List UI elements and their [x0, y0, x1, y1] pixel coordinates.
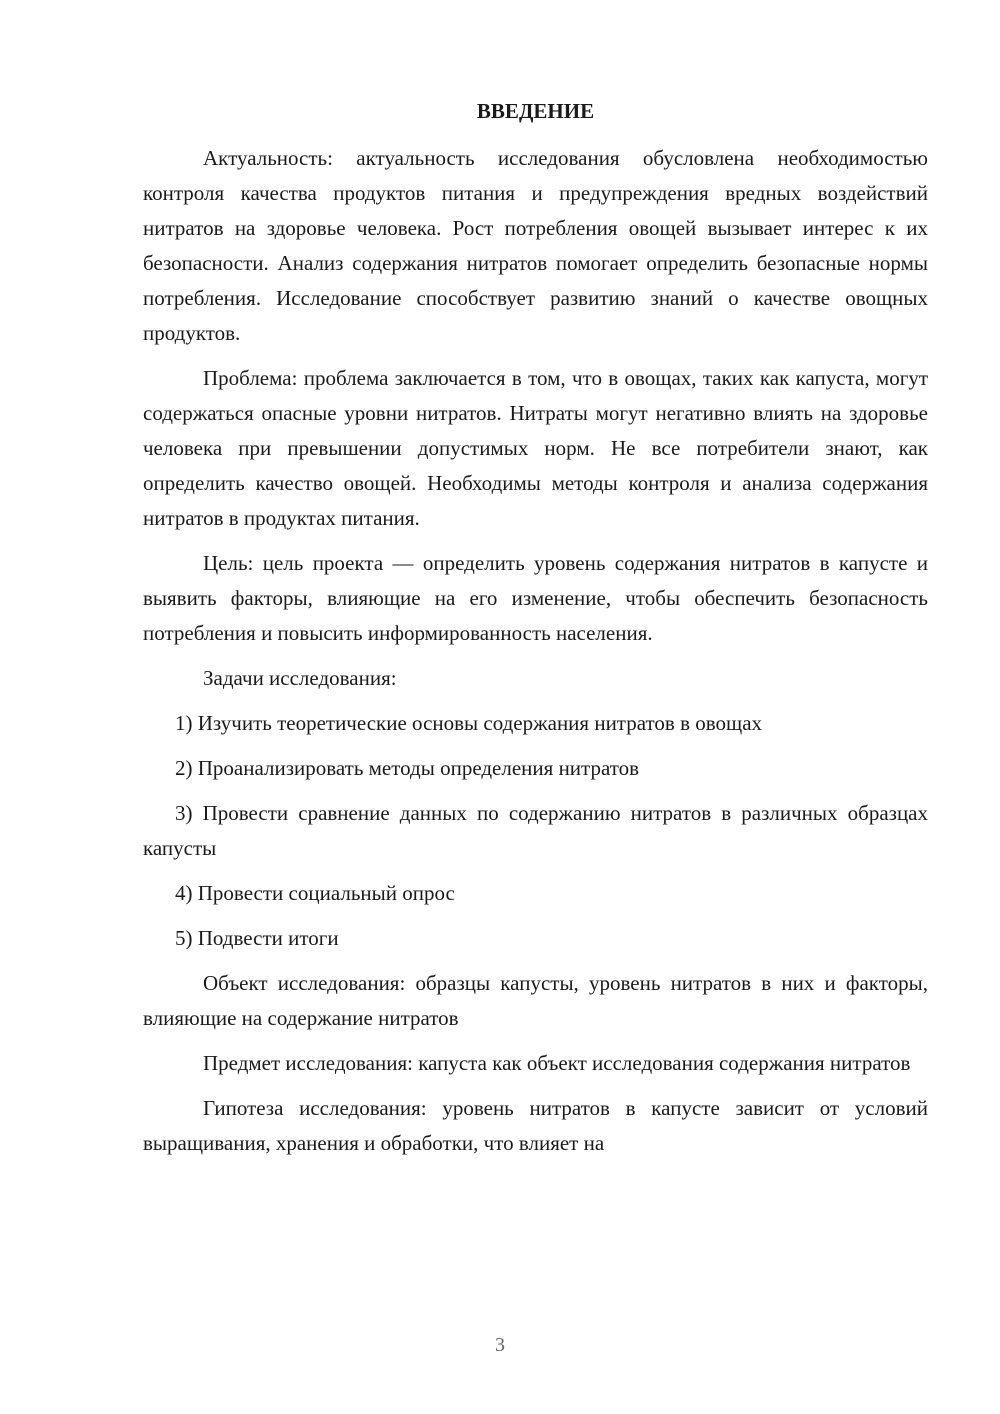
task-item-5: 5) Подвести итоги: [175, 926, 339, 950]
paragraph-hypothesis: Гипотеза исследования: уровень нитратов в капусте зависит от условий выращивания, хранения и обработки, что влияет на: [143, 1096, 928, 1155]
task-item-1: 1) Изучить теоретические основы содержания нитратов в овощах: [175, 711, 763, 735]
document-body: [143, 141, 928, 1171]
tasks-heading: Задачи исследования:: [203, 666, 397, 690]
task-item-4: 4) Провести социальный опрос: [175, 881, 455, 905]
paragraph-problem: Проблема: проблема заключается в том, что в овощах, таких как капуста, могут содержаться опасные уровни нитратов. Нитраты могут негативно влиять на здоровье человека при превышении допустимых норм. Не все потребители знают, как определить качество овощей. Необходимы методы контроля и анализа содержания нитратов в продуктах питания.: [143, 366, 928, 530]
paragraph-goal: Цель: цель проекта — определить уровень содержания нитратов в капусте и выявить факторы, влияющие на его изменение, чтобы обеспечить безопасность потребления и повысить информированность населения.: [143, 551, 928, 645]
paragraph-subject: Предмет исследования: капуста как объект исследования содержания нитратов: [203, 1051, 911, 1075]
paragraph-object: Объект исследования: образцы капусты, уровень нитратов в них и факторы, влияющие на содержание нитратов: [143, 971, 928, 1030]
page-number: 3: [495, 1334, 505, 1356]
task-item-2: 2) Проанализировать методы определения нитратов: [175, 756, 640, 780]
paragraph-relevance: Актуальность: актуальность исследования обусловлена необходимостью контроля качества продуктов питания и предупреждения вредных воздействий нитратов на здоровье человека. Рост потребления овощей вызывает интерес к их безопасности. Анализ содержания нитратов помогает определить безопасные нормы потребления. Исследование способствует развитию знаний о качестве овощных продуктов.: [143, 146, 928, 345]
section-heading: ВВЕДЕНИЕ: [476, 99, 595, 123]
task-item-3: 3) Провести сравнение данных по содержанию нитратов в различных образцах капусты: [143, 801, 928, 860]
